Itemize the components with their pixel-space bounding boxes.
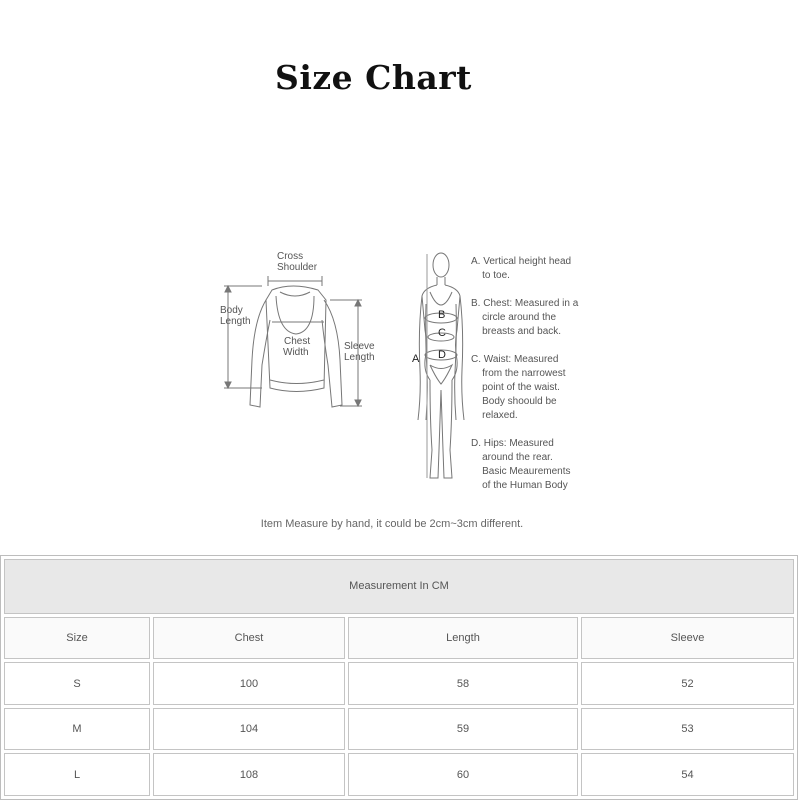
- cell-length: 60: [348, 753, 578, 796]
- header-sleeve: Sleeve: [581, 617, 794, 660]
- body-length-label-line1: Body: [220, 305, 243, 316]
- cross-shoulder-label-line2: Shoulder: [277, 262, 318, 273]
- cell-sleeve: 53: [581, 708, 794, 751]
- cell-sleeve: 54: [581, 753, 794, 796]
- body-label-b: B: [438, 309, 446, 321]
- description-b: B. Chest: Measured in a circle around the breasts and back.: [471, 298, 579, 337]
- measurement-note: Item Measure by hand, it could be 2cm~3cm different.: [260, 518, 524, 530]
- table-row: [4, 708, 794, 751]
- header-length: Length: [348, 617, 578, 660]
- header-size: Size: [4, 617, 150, 660]
- body-label-d: D: [438, 349, 446, 361]
- cell-chest: 108: [153, 753, 345, 796]
- description-c: C. Waist: Measured from the narrowest point of the waist. Body shoould be relaxed.: [471, 354, 566, 421]
- cell-size: S: [4, 662, 150, 705]
- header-chest: Chest: [153, 617, 345, 660]
- cell-chest: 104: [153, 708, 345, 751]
- cell-chest: 100: [153, 662, 345, 705]
- table-caption: Measurement In CM: [4, 559, 794, 614]
- chest-width-label-line2: Width: [283, 347, 309, 358]
- body-label-c: C: [438, 327, 446, 339]
- table-header-row: [4, 617, 794, 660]
- cell-sleeve: 52: [581, 662, 794, 705]
- cell-size: M: [4, 708, 150, 751]
- body-label-a: A: [412, 353, 420, 365]
- table-row: [4, 662, 794, 705]
- cell-length: 59: [348, 708, 578, 751]
- body-length-label-line2: Length: [220, 316, 251, 327]
- table-caption-row: [4, 559, 794, 614]
- cross-shoulder-label-line1: Cross: [277, 251, 304, 262]
- body-figure-drawing: [418, 253, 464, 478]
- sleeve-length-label-line1: Sleeve: [344, 341, 375, 352]
- cell-length: 58: [348, 662, 578, 705]
- size-table: [0, 555, 798, 800]
- chest-width-label-line1: Chest: [284, 336, 311, 347]
- sleeve-length-label-line2: Length: [344, 352, 375, 363]
- description-d: D. Hips: Measured around the rear. Basic Meaurements of the Human Body: [471, 438, 571, 491]
- page-title: Size Chart: [275, 58, 472, 97]
- description-a: A. Vertical height head to toe.: [471, 256, 572, 281]
- table-row: [4, 753, 794, 796]
- cell-size: L: [4, 753, 150, 796]
